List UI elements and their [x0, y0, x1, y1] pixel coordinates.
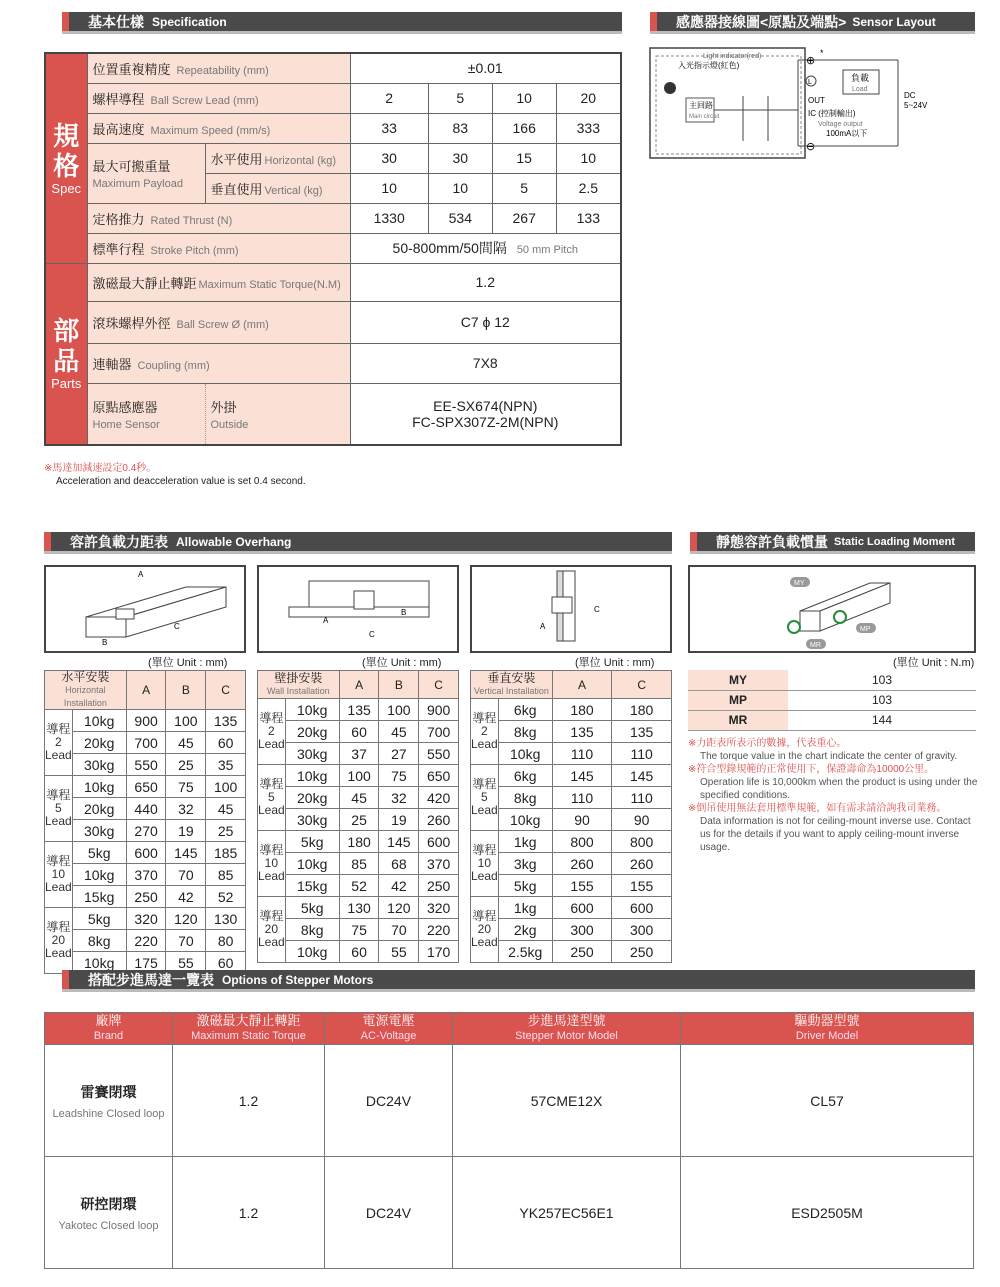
- table-row: [471, 919, 672, 941]
- table-row: [45, 930, 246, 952]
- cell: 145: [612, 765, 672, 787]
- cell: 27: [379, 743, 419, 765]
- cell: 10kg: [285, 853, 339, 875]
- cell: 15kg: [72, 886, 126, 908]
- cell: 8kg: [285, 919, 339, 941]
- table-row: [471, 941, 672, 963]
- cell: 75: [339, 919, 379, 941]
- cell: 2.5kg: [498, 941, 552, 963]
- cell: 900: [419, 699, 459, 721]
- cell: 60: [339, 721, 379, 743]
- install-title: 垂直安裝 Vertical Installation: [471, 671, 553, 699]
- spec-note: ※馬達加減速設定0.4秒。 Acceleration and deacceleration value is set 0.4 second.: [44, 463, 306, 487]
- cell: 55: [166, 952, 206, 974]
- cell: 32: [379, 787, 419, 809]
- lead-label: 導程5 Lead: [471, 765, 499, 831]
- install-title: 壁掛安裝 Wall Installation: [258, 671, 340, 699]
- table-row: [471, 875, 672, 897]
- table-row: [258, 853, 459, 875]
- vertical-diagram: [470, 565, 672, 653]
- table-row: [258, 897, 459, 919]
- col-header: A: [339, 671, 379, 699]
- cell: 90: [552, 809, 612, 831]
- svg-text:Light indicator(red): Light indicator(red): [703, 53, 762, 60]
- cell: 5kg: [498, 875, 552, 897]
- svg-text:OUT: OUT: [808, 96, 825, 105]
- table-row: [258, 743, 459, 765]
- table-row: [45, 710, 246, 732]
- cell: 30kg: [285, 809, 339, 831]
- table-row: [45, 798, 246, 820]
- table-row: [45, 820, 246, 842]
- cell: 90: [612, 809, 672, 831]
- static-moment-table: MY 103 MP 103 MR 144: [688, 670, 976, 731]
- cell: 320: [126, 908, 166, 930]
- table-row: [45, 732, 246, 754]
- cell: 8kg: [498, 787, 552, 809]
- unit-v: (單位 Unit : mm): [575, 657, 655, 669]
- unit-w: (單位 Unit : mm): [362, 657, 442, 669]
- lead-label: 導程10 Lead: [471, 831, 499, 897]
- cell: 700: [126, 732, 166, 754]
- table-row: [45, 776, 246, 798]
- cell: 650: [126, 776, 166, 798]
- cell: 20kg: [285, 721, 339, 743]
- parts-category: 部品 Parts: [45, 263, 87, 445]
- horizontal-overhang-table: [44, 670, 246, 974]
- table-row: [258, 919, 459, 941]
- cell: 220: [126, 930, 166, 952]
- cell: 250: [126, 886, 166, 908]
- cell: 135: [552, 721, 612, 743]
- cell: 440: [126, 798, 166, 820]
- cell: 30kg: [285, 743, 339, 765]
- table-row: [471, 721, 672, 743]
- svg-text:C: C: [594, 605, 600, 614]
- svg-text:100mA以下: 100mA以下: [826, 129, 868, 138]
- table-row: [258, 831, 459, 853]
- cell: 32: [166, 798, 206, 820]
- cell: 85: [206, 864, 246, 886]
- cell: 25: [206, 820, 246, 842]
- cell: 370: [419, 853, 459, 875]
- cell: 250: [552, 941, 612, 963]
- svg-text:B: B: [102, 638, 108, 647]
- cell: 145: [379, 831, 419, 853]
- cell: 100: [379, 699, 419, 721]
- table-row: [45, 908, 246, 930]
- table-row: [258, 787, 459, 809]
- cell: 55: [379, 941, 419, 963]
- table-row: [471, 743, 672, 765]
- lead-label: 導程20 Lead: [258, 897, 286, 963]
- cell: 600: [612, 897, 672, 919]
- cell: 5kg: [72, 908, 126, 930]
- cell: 10kg: [72, 952, 126, 974]
- cell: 25: [166, 754, 206, 776]
- svg-text:A: A: [323, 616, 329, 625]
- cell: 35: [206, 754, 246, 776]
- svg-text:C: C: [369, 630, 375, 639]
- cell: 1kg: [498, 831, 552, 853]
- col-header: A: [552, 671, 612, 699]
- cell: 260: [552, 853, 612, 875]
- table-row: [471, 699, 672, 721]
- cell: 100: [339, 765, 379, 787]
- col-header: A: [126, 671, 166, 710]
- cell: 130: [206, 908, 246, 930]
- cell: 25: [339, 809, 379, 831]
- table-row: [45, 754, 246, 776]
- cell: 60: [206, 732, 246, 754]
- cell: 68: [379, 853, 419, 875]
- table-row: [258, 875, 459, 897]
- lead-label: 導程5 Lead: [258, 765, 286, 831]
- cell: 5kg: [72, 842, 126, 864]
- cell: 800: [552, 831, 612, 853]
- cell: 145: [552, 765, 612, 787]
- cell: 52: [206, 886, 246, 908]
- cell: 70: [379, 919, 419, 941]
- lead-label: 導程20 Lead: [45, 908, 73, 974]
- table-row: [471, 831, 672, 853]
- cell: 900: [126, 710, 166, 732]
- table-row: [471, 853, 672, 875]
- svg-text:A: A: [540, 622, 546, 631]
- svg-text:入光指示燈(紅色): 入光指示燈(紅色): [678, 61, 740, 70]
- cell: 600: [126, 842, 166, 864]
- cell: 155: [552, 875, 612, 897]
- spec-table: 規格 Spec 位置重複精度 Repeatability (mm) ±0.01 螺桿導程 Ball Screw Lead (mm) 2 5 10 20 最高速度 Maximum Speed (mm/s) 33 83 166 333 最大可搬重量 Maximum Payload 水平使用 Horizontal (kg) 30 30 15 10 垂直使用 Vertical (kg) 10 10 5 2.5 定格推力 Rated Thrust (N) 1330 534 267 133 標準行程 Stroke Pitch (mm) 50-800mm/50間隔 50 mm Pitch 部品 Parts 激磁最大靜止轉距 Maximum Static Torque(N.M) 1.2 滾珠螺桿外徑 Ball Screw Ø (mm) C7 ϕ 12 連軸器 Coupling (mm) 7X8 原點感應器 Home Sensor 外掛 Outside EE-SX674(NPN) FC-SPX307Z-2M(NPN): [44, 52, 622, 446]
- svg-text:C: C: [174, 622, 180, 631]
- svg-text:⊕: ⊕: [806, 55, 816, 67]
- col-header: B: [166, 671, 206, 710]
- cell: 800: [612, 831, 672, 853]
- cell: 1kg: [498, 897, 552, 919]
- sensor-header: 感應器接線圖<原點及端點> Sensor Layout: [650, 12, 975, 34]
- cell: 8kg: [72, 930, 126, 952]
- motor-table: 廠牌 Brand 激磁最大靜止轉距 Maximum Static Torque 電源電壓 AC-Voltage 步進馬達型號 Stepper Motor Model 驅動器型號 Driver Model 雷賽閉環 Leadshine Closed loop 1.2 DC24V 57CME12X CL57 研控閉環 Yakotec Closed loop 1.2 DC24V YK257EC56E1 ESD2505M: [44, 1012, 974, 1269]
- cell: 45: [339, 787, 379, 809]
- cell: 20kg: [285, 787, 339, 809]
- cell: 180: [339, 831, 379, 853]
- svg-text:⊖: ⊖: [806, 141, 816, 153]
- cell: 70: [166, 864, 206, 886]
- cell: 10kg: [498, 809, 552, 831]
- wall-overhang-table: [257, 670, 459, 963]
- cell: 5kg: [285, 897, 339, 919]
- table-row: [258, 809, 459, 831]
- cell: 37: [339, 743, 379, 765]
- cell: 42: [379, 875, 419, 897]
- cell: 30kg: [72, 754, 126, 776]
- motor-header: 搭配步進馬達一覽表 Options of Stepper Motors: [62, 970, 975, 992]
- cell: 20kg: [72, 732, 126, 754]
- table-row: [471, 897, 672, 919]
- lead-label: 導程20 Lead: [471, 897, 499, 963]
- svg-text:MP: MP: [860, 626, 871, 633]
- cell: 100: [166, 710, 206, 732]
- svg-text:MY: MY: [794, 580, 805, 587]
- table-row: [258, 765, 459, 787]
- install-title: 水平安裝 Horizontal Installation: [45, 671, 127, 710]
- spec-category: 規格 Spec: [45, 53, 87, 263]
- unit-h: (單位 Unit : mm): [148, 657, 228, 669]
- svg-text:B: B: [401, 608, 407, 617]
- cell: 3kg: [498, 853, 552, 875]
- table-row: [45, 864, 246, 886]
- cell: 550: [419, 743, 459, 765]
- table-row: [471, 787, 672, 809]
- lead-label: 導程10 Lead: [258, 831, 286, 897]
- cell: 300: [612, 919, 672, 941]
- cell: 320: [419, 897, 459, 919]
- moment-diagram: [688, 565, 976, 653]
- cell: 110: [612, 743, 672, 765]
- table-row: [258, 941, 459, 963]
- cell: 180: [612, 699, 672, 721]
- cell: 300: [552, 919, 612, 941]
- sensor-diagram: [648, 46, 978, 162]
- svg-text:IC (控制輸出): IC (控制輸出): [808, 109, 856, 118]
- cell: 250: [612, 941, 672, 963]
- overhang-header: 容許負載力距表 Allowable Overhang: [44, 532, 672, 554]
- cell: 30kg: [72, 820, 126, 842]
- cell: 75: [166, 776, 206, 798]
- cell: 10kg: [498, 743, 552, 765]
- vertical-overhang-table: [470, 670, 672, 963]
- table-row: [258, 699, 459, 721]
- svg-text:負載: 負載: [851, 73, 870, 83]
- cell: 180: [552, 699, 612, 721]
- lead-label: 導程2 Lead: [258, 699, 286, 765]
- cell: 6kg: [498, 765, 552, 787]
- static-notes: ※力距表所表示的數據，代表重心。 The torque value in the chart indicate the center of gravity. ※符合型錄規範的正常使用下，保證壽命為10000公里。 Operation life is 10,000km when the product is using under the specified conditions. ※倒吊使用無法套用標準規範，如有需求請洽詢我司業務。 Data information is not for ceiling-mount inverse use. Contact us for the details if you want to apply ceiling-mount inverse usage.: [688, 738, 978, 853]
- cell: 155: [612, 875, 672, 897]
- cell: 600: [419, 831, 459, 853]
- cell: 2kg: [498, 919, 552, 941]
- cell: 270: [126, 820, 166, 842]
- cell: 420: [419, 787, 459, 809]
- cell: 10kg: [285, 765, 339, 787]
- table-row: [45, 842, 246, 864]
- cell: 10kg: [72, 864, 126, 886]
- lead-label: 導程2 Lead: [45, 710, 73, 776]
- cell: 135: [206, 710, 246, 732]
- horizontal-diagram: [44, 565, 246, 653]
- cell: 145: [166, 842, 206, 864]
- cell: 550: [126, 754, 166, 776]
- cell: 260: [419, 809, 459, 831]
- cell: 15kg: [285, 875, 339, 897]
- cell: 10kg: [285, 699, 339, 721]
- cell: 19: [379, 809, 419, 831]
- cell: 10kg: [285, 941, 339, 963]
- col-header: C: [419, 671, 459, 699]
- cell: 8kg: [498, 721, 552, 743]
- svg-text:主回路: 主回路: [689, 101, 713, 110]
- col-header: C: [206, 671, 246, 710]
- cell: 52: [339, 875, 379, 897]
- cell: 120: [379, 897, 419, 919]
- lead-label: 導程10 Lead: [45, 842, 73, 908]
- svg-text:DC: DC: [904, 91, 916, 100]
- lead-label: 導程5 Lead: [45, 776, 73, 842]
- svg-text:Load: Load: [852, 86, 868, 93]
- wall-diagram: [257, 565, 459, 653]
- cell: 19: [166, 820, 206, 842]
- cell: 135: [612, 721, 672, 743]
- cell: 600: [552, 897, 612, 919]
- cell: 135: [339, 699, 379, 721]
- svg-text:MR: MR: [810, 642, 821, 649]
- cell: 10kg: [72, 776, 126, 798]
- cell: 70: [166, 930, 206, 952]
- spec-header: 基本仕樣 Specification: [62, 12, 622, 34]
- cell: 85: [339, 853, 379, 875]
- cell: 260: [612, 853, 672, 875]
- cell: 60: [339, 941, 379, 963]
- static-header: 靜態容許負載慣量 Static Loading Moment: [690, 532, 975, 554]
- unit-static: (單位 Unit : N.m): [893, 657, 975, 669]
- cell: 6kg: [498, 699, 552, 721]
- cell: 45: [206, 798, 246, 820]
- cell: 185: [206, 842, 246, 864]
- cell: 100: [206, 776, 246, 798]
- cell: 110: [552, 787, 612, 809]
- cell: 175: [126, 952, 166, 974]
- cell: 42: [166, 886, 206, 908]
- svg-text:5~24V: 5~24V: [904, 101, 928, 110]
- table-row: [45, 886, 246, 908]
- col-header: C: [612, 671, 672, 699]
- cell: 10kg: [72, 710, 126, 732]
- cell: 20kg: [72, 798, 126, 820]
- cell: 80: [206, 930, 246, 952]
- cell: 110: [612, 787, 672, 809]
- cell: 250: [419, 875, 459, 897]
- table-row: [471, 809, 672, 831]
- cell: 45: [166, 732, 206, 754]
- cell: 75: [379, 765, 419, 787]
- svg-text:Voltage output: Voltage output: [818, 121, 863, 128]
- cell: 120: [166, 908, 206, 930]
- cell: 5kg: [285, 831, 339, 853]
- svg-text:*: *: [820, 48, 824, 58]
- cell: 130: [339, 897, 379, 919]
- svg-text:A: A: [138, 570, 144, 579]
- cell: 650: [419, 765, 459, 787]
- cell: 45: [379, 721, 419, 743]
- cell: 60: [206, 952, 246, 974]
- col-header: B: [379, 671, 419, 699]
- cell: 220: [419, 919, 459, 941]
- cell: 370: [126, 864, 166, 886]
- svg-text:L: L: [808, 79, 812, 86]
- table-row: [258, 721, 459, 743]
- cell: 700: [419, 721, 459, 743]
- cell: 110: [552, 743, 612, 765]
- lead-label: 導程2 Lead: [471, 699, 499, 765]
- svg-text:Main circuit: Main circuit: [689, 114, 720, 120]
- cell: 170: [419, 941, 459, 963]
- table-row: [471, 765, 672, 787]
